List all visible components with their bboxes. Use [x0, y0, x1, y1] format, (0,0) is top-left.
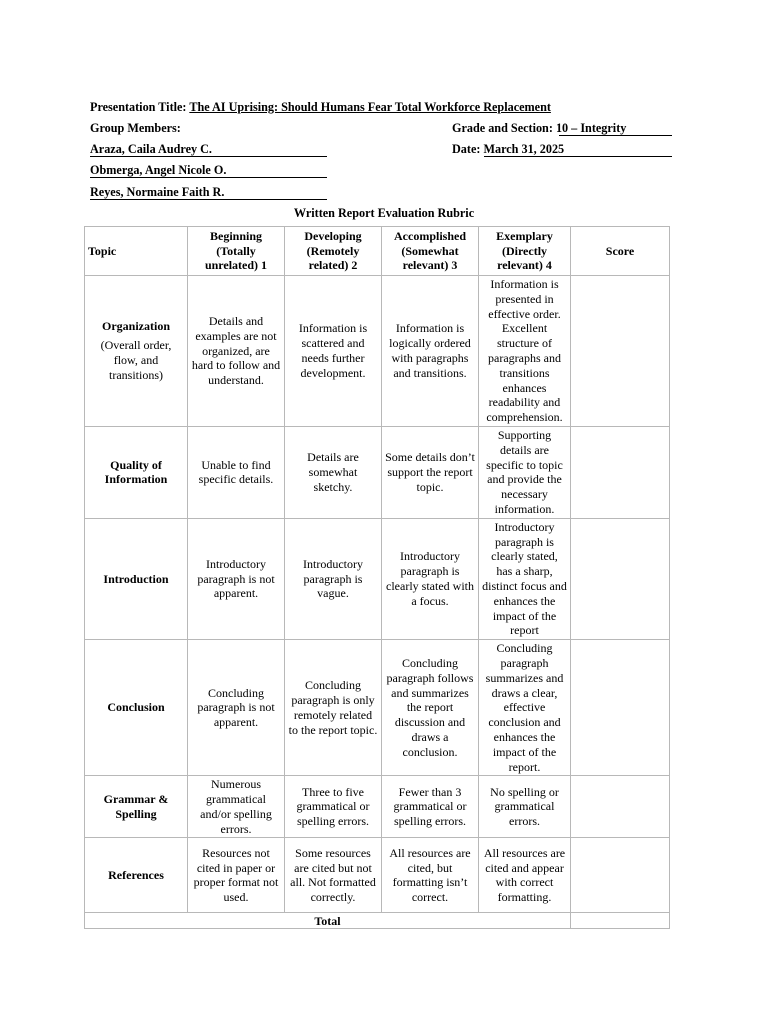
score-cell[interactable]: [571, 426, 670, 518]
date-line: [452, 142, 564, 157]
group-members-label: Group Members:: [90, 121, 181, 135]
rubric-table: [84, 226, 670, 929]
topic-cell: [85, 426, 188, 518]
topic-label: Conclusion: [107, 700, 165, 715]
rubric-row-conclusion: [85, 640, 670, 776]
rubric-row-quality: [85, 426, 670, 518]
total-label: Total: [85, 913, 571, 929]
developing-cell: Three to five grammatical or spelling errors.: [285, 776, 382, 838]
topic-cell: [85, 518, 188, 639]
score-cell[interactable]: [571, 776, 670, 838]
exemplary-cell: All resources are cited and appear with correct formatting.: [479, 838, 571, 913]
developing-cell: Introductory paragraph is vague.: [285, 518, 382, 639]
accomplished-cell: Some details don’t support the report topic.: [382, 426, 479, 518]
rubric-row-introduction: [85, 518, 670, 639]
member-name: Obmerga, Angel Nicole O.: [90, 163, 227, 177]
column-header-developing: Developing (Remotely related) 2: [285, 227, 382, 276]
date-label: Date:: [452, 142, 481, 156]
grade-section-line: [452, 121, 626, 136]
topic-cell: [85, 776, 188, 838]
accomplished-cell: Concluding paragraph follows and summarizes the report discussion and draws a conclusion.: [382, 640, 479, 776]
beginning-cell: Resources not cited in paper or proper format not used.: [188, 838, 285, 913]
topic-label: References: [108, 868, 164, 883]
exemplary-cell: No spelling or grammatical errors.: [479, 776, 571, 838]
member-name: Araza, Caila Audrey C.: [90, 142, 212, 156]
presentation-title-value: The AI Uprising: Should Humans Fear Total Workforce Replacement: [189, 100, 551, 114]
grade-section-label: Grade and Section:: [452, 121, 553, 135]
rubric-title: Written Report Evaluation Rubric: [293, 206, 475, 220]
rubric-row-grammar: [85, 776, 670, 838]
grade-section-underline: [559, 135, 672, 136]
rubric-row-references: [85, 838, 670, 913]
score-cell[interactable]: [571, 838, 670, 913]
column-header-score: Score: [571, 227, 670, 276]
developing-cell: Some resources are cited but not all. Not formatted correctly.: [285, 838, 382, 913]
date-underline: [484, 156, 672, 157]
beginning-cell: Details and examples are not organized, are hard to follow and understand.: [188, 276, 285, 427]
member-underline: [90, 156, 327, 157]
column-header-accomplished: Accomplished (Somewhat relevant) 3: [382, 227, 479, 276]
topic-label: Organization: [102, 319, 170, 334]
topic-label: Grammar & Spelling: [103, 792, 169, 821]
member-name: Reyes, Normaine Faith R.: [90, 185, 225, 199]
exemplary-cell: Supporting details are specific to topic and provide the necessary information.: [479, 426, 571, 518]
column-header-beginning: Beginning (Totally unrelated) 1: [188, 227, 285, 276]
rubric-row-organization: [85, 276, 670, 427]
exemplary-cell: Information is presented in effective order. Excellent structure of paragraphs and transitions enhances readability and comprehension.: [479, 276, 571, 427]
topic-cell: [85, 640, 188, 776]
beginning-cell: Introductory paragraph is not apparent.: [188, 518, 285, 639]
column-header-exemplary: Exemplary (Directly relevant) 4: [479, 227, 571, 276]
exemplary-cell: Concluding paragraph summarizes and draws a clear, effective conclusion and enhances the impact of the report.: [479, 640, 571, 776]
date-value: March 31, 2025: [483, 142, 565, 156]
score-cell[interactable]: [571, 276, 670, 427]
member-underline: [90, 177, 327, 178]
rubric-total-row: [85, 913, 670, 929]
beginning-cell: Numerous grammatical and/or spelling errors.: [188, 776, 285, 838]
topic-label: Introduction: [103, 571, 169, 586]
accomplished-cell: Information is logically ordered with paragraphs and transitions.: [382, 276, 479, 427]
score-cell[interactable]: [571, 640, 670, 776]
member-underline: [90, 199, 327, 200]
developing-cell: Details are somewhat sketchy.: [285, 426, 382, 518]
total-score-cell[interactable]: [571, 913, 670, 929]
rubric-header-row: [85, 227, 670, 276]
score-cell[interactable]: [571, 518, 670, 639]
developing-cell: Concluding paragraph is only remotely related to the report topic.: [285, 640, 382, 776]
accomplished-cell: Fewer than 3 grammatical or spelling errors.: [382, 776, 479, 838]
accomplished-cell: Introductory paragraph is clearly stated with a focus.: [382, 518, 479, 639]
developing-cell: Information is scattered and needs further development.: [285, 276, 382, 427]
topic-sublabel: (Overall order, flow, and transitions): [100, 338, 172, 382]
beginning-cell: Unable to find specific details.: [188, 426, 285, 518]
beginning-cell: Concluding paragraph is not apparent.: [188, 640, 285, 776]
presentation-title-label: Presentation Title:: [90, 100, 187, 114]
topic-cell: [85, 276, 188, 427]
topic-label: Quality of Information: [104, 457, 168, 487]
column-header-topic: Topic: [85, 227, 188, 276]
topic-cell: [85, 838, 188, 913]
presentation-title-line: [90, 100, 551, 115]
grade-section-value: 10 – Integrity: [555, 121, 627, 135]
exemplary-cell: Introductory paragraph is clearly stated, has a sharp, distinct focus and enhances the impact of the report: [479, 518, 571, 639]
accomplished-cell: All resources are cited, but formatting isn’t correct.: [382, 838, 479, 913]
